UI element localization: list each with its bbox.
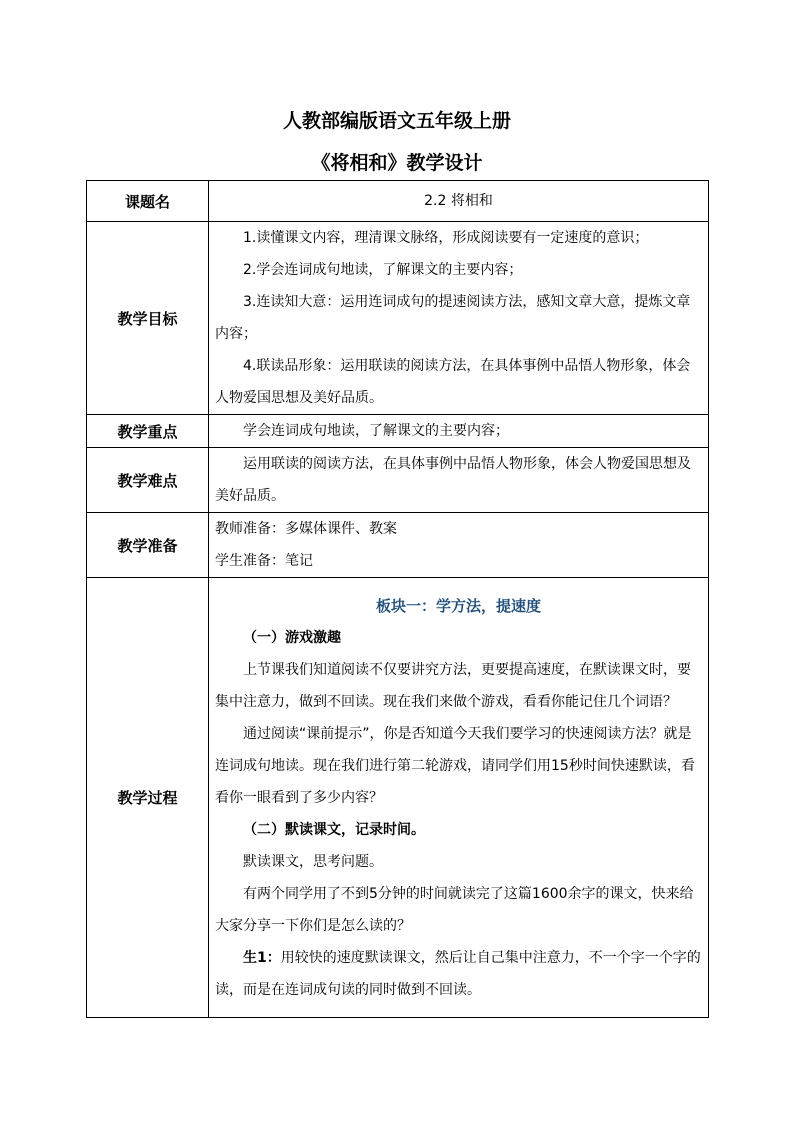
process-paragraph: 默读课文，思考问题。 [243,853,383,870]
process-content [209,578,709,1018]
focus-content [209,415,709,448]
difficulty-text: 运用联读的阅读方法，在具体事例中品悟人物形象，体会人物爱国思想及美好品质。 [215,456,691,504]
focus-label: 教学重点 [87,415,209,448]
table-row-topic [87,181,709,222]
prep-content [209,513,709,578]
table-row-prep [87,513,709,578]
goals-label: 教学目标 [87,222,209,415]
goal-item: 2.学会连词成句地读，了解课文的主要内容； [243,262,523,278]
table-row-process [87,578,709,1018]
lesson-plan-table [86,180,709,1018]
difficulty-content [209,448,709,513]
student-prep: 学生准备：笔记 [215,553,313,569]
section-heading: 板块一：学方法，提速度 [375,596,541,615]
goal-item: 4.联读品形象：运用联读的阅读方法，在具体事例中品悟人物形象，体会人物爱国思想及美好品质。 [215,358,691,406]
document-subtitle: 《将相和》教学设计 [311,152,483,174]
goal-item: 1.读懂课文内容，理清课文脉络，形成阅读要有一定速度的意识； [243,230,649,246]
topic-value: 2.2 将相和 [209,181,709,222]
document-title: 人教部编版语文五年级上册 [282,110,511,132]
goals-content [209,222,709,415]
student-label: 生1： [243,949,281,966]
teacher-prep: 教师准备：多媒体课件、教案 [215,521,397,537]
prep-label: 教学准备 [87,513,209,578]
difficulty-label: 教学难点 [87,448,209,513]
student-answer [215,942,702,1006]
process-label: 教学过程 [87,578,209,1018]
goal-item: 3.连读知大意：运用连词成句的提速阅读方法，感知文章大意，提炼文章内容； [215,294,691,342]
table-row-difficulty [87,448,709,513]
table-row-focus [87,415,709,448]
subsection-heading: （二）默读课文，记录时间。 [243,821,425,838]
process-paragraph: 有两个同学用了不到5分钟的时间就读完了这篇1600余字的课文，快来给大家分享一下你们是怎么读的？ [215,885,694,934]
topic-label: 课题名 [87,181,209,222]
student-answer-text: 用较快的速度默读课文，然后让自己集中注意力，不一个字一个字的读，而是在连词成句读的同时做到不回读。 [215,949,701,998]
subsection-heading: （一）游戏激趣 [243,629,341,646]
process-paragraph: 通过阅读“课前提示”，你是否知道今天我们要学习的快速阅读方法？就是连词成句地读。现在我们进行第二轮游戏，请同学们用15秒时间快速默读，看看你一眼看到了多少内容？ [215,725,695,806]
focus-text: 学会连词成句地读，了解课文的主要内容； [243,423,509,439]
table-row-goals [87,222,709,415]
process-paragraph: 上节课我们知道阅读不仅要讲究方法，更要提高速度，在默读课文时，要集中注意力，做到不回读。现在我们来做个游戏，看看你能记住几个词语？ [215,661,691,710]
